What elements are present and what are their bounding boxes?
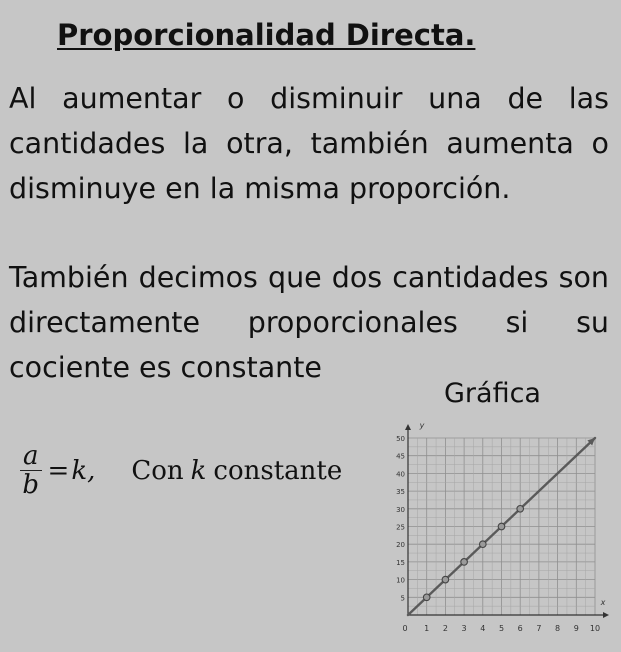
- equals-sign: =: [47, 455, 70, 486]
- x-axis-arrow: [603, 612, 609, 618]
- y-tick-label: 25: [396, 523, 405, 532]
- y-tick-label: 30: [396, 505, 405, 514]
- x-tick-label: 8: [555, 624, 561, 633]
- y-axis-label: y: [419, 421, 425, 430]
- y-tick-label: 45: [396, 452, 405, 461]
- data-point: [423, 594, 430, 601]
- x-tick-label: 3: [461, 624, 467, 633]
- fraction-denominator: b: [22, 470, 40, 500]
- constant-k: k,: [71, 455, 96, 486]
- graph-label: Gráfica: [444, 378, 541, 409]
- constant-note: [131, 456, 342, 486]
- x-tick-label: 5: [498, 624, 505, 633]
- origin-label: 0: [402, 624, 408, 633]
- note-prefix: Con: [131, 455, 184, 486]
- proportionality-chart: [395, 418, 613, 640]
- x-tick-label: 2: [442, 624, 448, 633]
- x-axis-label: x: [600, 598, 606, 607]
- fraction-numerator: a: [20, 442, 42, 471]
- data-point: [480, 541, 487, 548]
- x-tick-label: 9: [573, 624, 579, 633]
- y-tick-label: 10: [396, 576, 405, 585]
- definition-paragraph: Al aumentar o disminuir una de las cantidades la otra, también aumenta o disminuye en la misma proporción.: [9, 82, 609, 205]
- y-tick-label: 20: [396, 541, 405, 550]
- y-tick-label: 50: [396, 435, 405, 443]
- y-tick-label: 40: [396, 470, 405, 479]
- x-tick-label: 1: [424, 624, 430, 633]
- x-tick-label: 7: [536, 624, 542, 633]
- ratio-fraction: [20, 442, 42, 499]
- note-variable: k: [190, 455, 207, 486]
- y-tick-label: 35: [396, 488, 405, 497]
- y-tick-label: 15: [396, 558, 405, 567]
- data-point: [442, 576, 449, 583]
- note-suffix: constante: [213, 455, 343, 486]
- x-tick-label: 4: [480, 624, 486, 633]
- data-point: [498, 523, 505, 530]
- y-tick-label: 5: [400, 594, 405, 603]
- data-point: [517, 506, 524, 513]
- constant-ratio-formula: [20, 442, 342, 499]
- quotient-paragraph: También decimos que dos cantidades son directamente proporcionales si su cociente es constante: [9, 261, 609, 384]
- y-axis-arrow: [405, 424, 411, 430]
- data-point: [461, 559, 468, 566]
- x-tick-label: 10: [589, 624, 601, 633]
- x-tick-label: 6: [517, 624, 523, 633]
- page-title: Proporcionalidad Directa.: [57, 18, 476, 52]
